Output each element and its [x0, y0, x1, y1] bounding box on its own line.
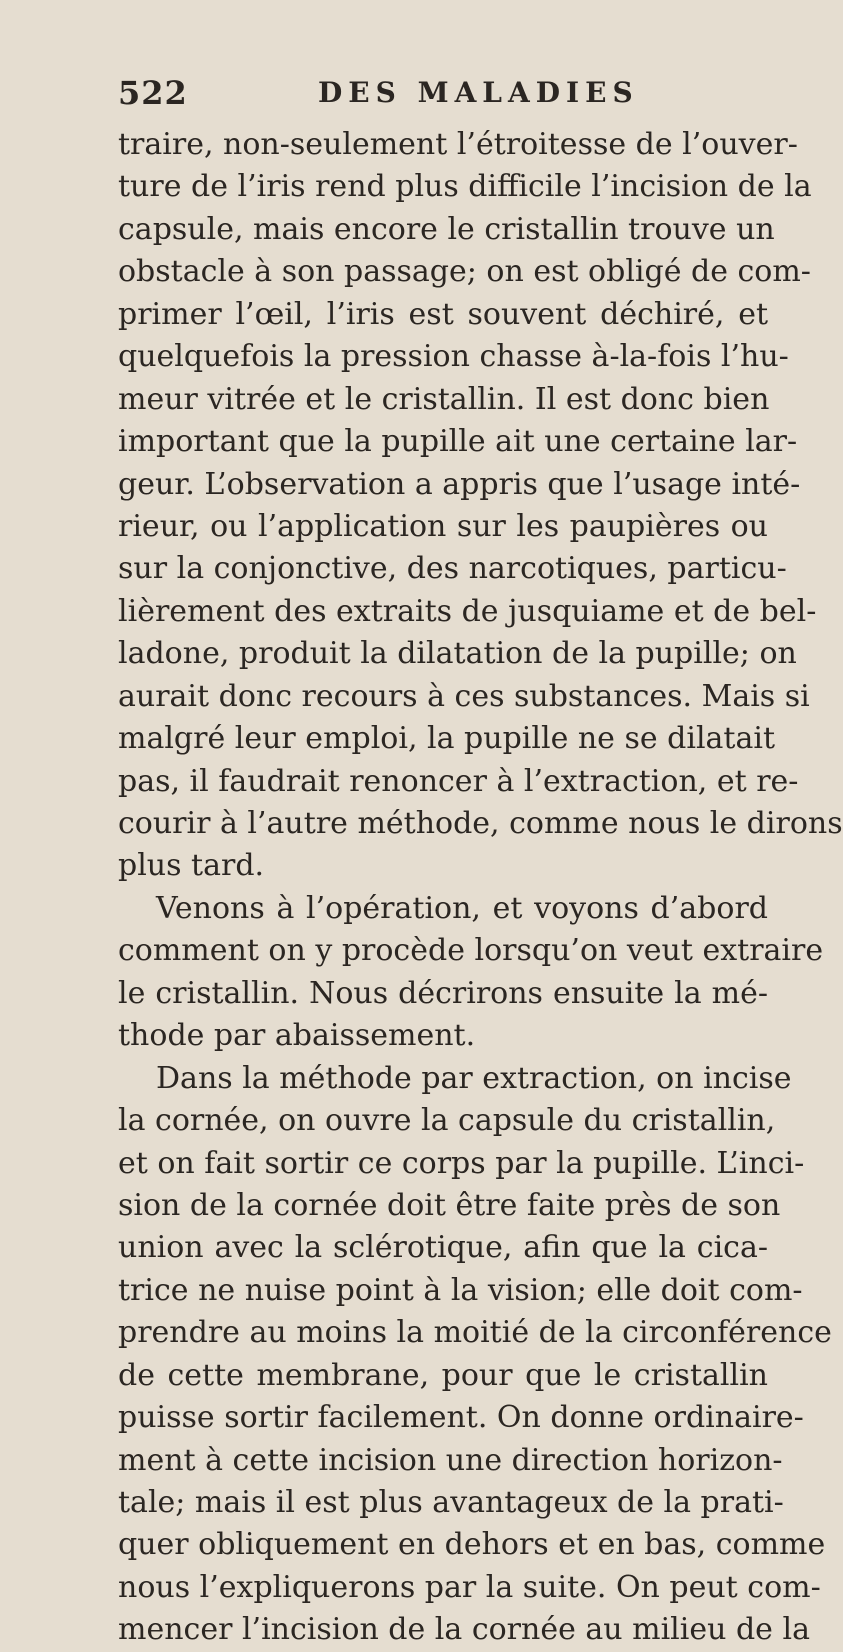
text-line: comment on y procède lorsqu’on veut extraire	[118, 933, 824, 969]
text-line: sur la conjonctive, des narcotiques, particu-	[118, 551, 787, 587]
text-line: mencer l’incision de la cornée au milieu de la	[118, 1612, 810, 1648]
text-line: de cette membrane, pour que le cristallin	[118, 1357, 768, 1393]
paragraph-start-line: Venons à l’opération, et voyons d’abord	[156, 890, 768, 926]
text-line: important que la pupille ait une certaine lar-	[118, 424, 798, 460]
running-head: DES MALADIES	[318, 76, 639, 109]
text-line: meur vitrée et le cristallin. Il est donc bien	[118, 381, 770, 417]
text-line: quer obliquement en dehors et en bas, comme	[118, 1527, 826, 1563]
text-line: et on fait sortir ce corps par la pupille. L’inci-	[118, 1145, 805, 1181]
paragraph-end-line: plus tard.	[118, 848, 265, 884]
text-line: malgré leur emploi, la pupille ne se dilatait	[118, 721, 776, 757]
text-line: aurait donc recours à ces substances. Mais si	[118, 678, 810, 714]
paragraph-end-line: thode par abaissement.	[118, 1018, 476, 1054]
body-text	[118, 124, 843, 1652]
text-line: union avec la sclérotique, afin que la cica-	[118, 1230, 768, 1266]
text-line: lièrement des extraits de jusquiame et de bel-	[118, 593, 817, 629]
text-line: le cristallin. Nous décrirons ensuite la mé-	[118, 975, 768, 1011]
text-line: primer l’œil, l’iris est souvent déchiré, et	[118, 296, 768, 332]
text-line: capsule, mais encore le cristallin trouve un	[118, 211, 775, 247]
text-line: obstacle à son passage; on est obligé de com-	[118, 254, 811, 290]
text-line: rieur, ou l’application sur les paupières ou	[118, 508, 768, 544]
text-line: ment à cette incision une direction horizon-	[118, 1442, 783, 1478]
text-line: traire, non-seulement l’étroitesse de l’ouver-	[118, 127, 798, 162]
text-line: ladone, produit la dilatation de la pupille; on	[118, 636, 797, 672]
text-line: courir à l’autre méthode, comme nous le dirons	[118, 806, 843, 841]
text-line: pas, il faudrait renoncer à l’extraction, et re-	[118, 763, 799, 799]
text-line: la cornée, on ouvre la capsule du cristallin,	[118, 1103, 776, 1139]
text-line: ture de l’iris rend plus difficile l’incision de la	[118, 169, 812, 205]
page-header	[118, 74, 678, 118]
text-line: tale; mais il est plus avantageux de la prati-	[118, 1485, 784, 1520]
paragraph-start-line: Dans la méthode par extraction, on incise	[156, 1060, 792, 1096]
text-line: puisse sortir facilement. On donne ordinaire-	[118, 1400, 804, 1436]
text-line: sion de la cornée doit être faite près de son	[118, 1187, 781, 1223]
text-line: quelquefois la pression chasse à-la-fois l’hu-	[118, 339, 789, 375]
text-line: geur. L’observation a appris que l’usage inté-	[118, 466, 801, 502]
text-line: trice ne nuise point à la vision; elle doit com-	[118, 1272, 803, 1308]
page-number: 522	[118, 74, 188, 112]
text-line: prendre au moins la moitié de la circonférence	[118, 1315, 832, 1351]
text-line: nous l’expliquerons par la suite. On peut com-	[118, 1569, 821, 1605]
